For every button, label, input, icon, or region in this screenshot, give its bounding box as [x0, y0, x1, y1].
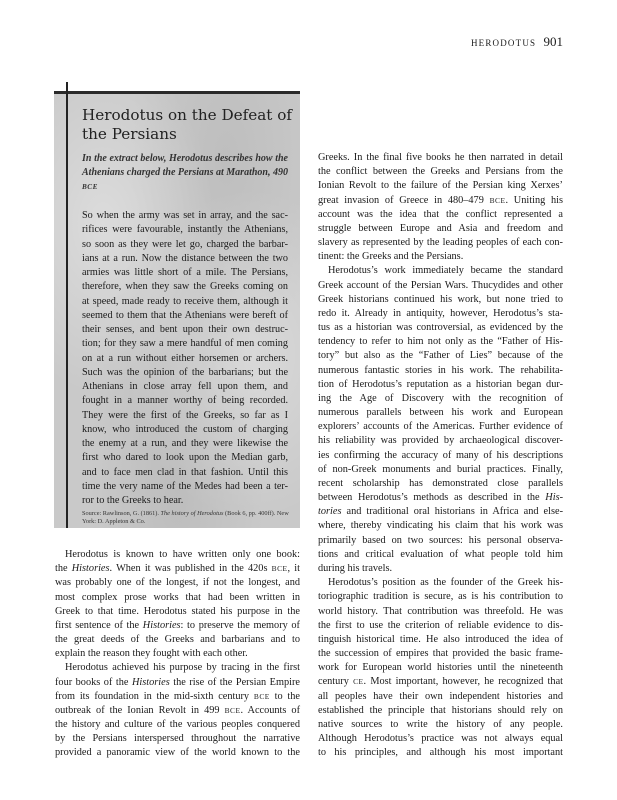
text-run: ies confirming the accuracy of many of his descriptions [318, 449, 563, 461]
text-run: explain the reason they fought with each other. [55, 648, 248, 660]
text-line [55, 718, 300, 732]
text-run: account was the idea that the conflict represented a [318, 208, 563, 220]
text-run: provided a panoramic view of the world known to the [55, 747, 300, 759]
text-line [55, 732, 300, 746]
text-line [318, 406, 563, 420]
text-run: . When it was published in the 420s [109, 563, 272, 575]
text-run: Ionian Revolt to the failure of the Persian king Xerxes’ [318, 180, 563, 192]
sidebar-box-source [82, 510, 288, 526]
text-run: the enemy at a run, and they were likewise the [82, 438, 288, 449]
text-line [82, 209, 288, 223]
text-line [318, 420, 563, 434]
text-run: first who dared to look upon the Median garb, [82, 452, 288, 464]
small-caps-run: BCE [271, 564, 288, 574]
text-run: on at a run without either horsemen or archers. [82, 352, 288, 364]
text-line [318, 179, 563, 193]
text-run: ians at a run. Now the distance between the two [82, 252, 288, 264]
paragraph [318, 576, 563, 760]
small-caps-run: CE [353, 677, 364, 687]
text-run: their senses, and bent upon their own destruc- [82, 324, 288, 335]
text-line [82, 466, 288, 480]
text-run: tion of Herodotus’s reputation as a historian began dur- [318, 378, 563, 390]
text-run: so soon as they were let go, charged the barbar- [82, 238, 288, 250]
text-line [55, 605, 300, 619]
text-line [82, 366, 288, 380]
text-line [318, 434, 563, 448]
text-run: Greek historians continued his work, but none tried to [318, 293, 563, 305]
text-run: the conflict between the Greeks and Persians from the [318, 166, 563, 178]
text-run: and to face men clad in that fashion. Until this [82, 466, 288, 478]
text-line [82, 394, 288, 408]
text-line [82, 409, 288, 423]
page-number: 901 [543, 34, 563, 49]
small-caps-run: BCE [224, 705, 241, 715]
text-run: Source: Rawlinson, G. (1861). [82, 510, 161, 517]
text-run: century [318, 676, 354, 688]
text-line [82, 266, 288, 280]
text-line [318, 633, 563, 647]
text-run: recent scholarship has demonstrated close parallels [318, 477, 563, 489]
text-line [82, 309, 288, 323]
paragraph [55, 548, 300, 661]
text-line [318, 576, 563, 590]
sidebar-box-top-rule [54, 91, 300, 94]
sidebar-box-quote [82, 209, 288, 508]
text-run: slavery as represented by the leading peoples of each con- [318, 237, 563, 249]
text-run: outbreak of the Ionian Revolt in 499 [55, 704, 225, 716]
text-run: Such was the opinion of the barbarians; but the [82, 366, 288, 378]
paragraph [318, 151, 563, 264]
text-line [55, 690, 300, 704]
text-run: the history and culture of the various peoples conquered [55, 719, 300, 731]
text-line [318, 675, 563, 689]
text-line [318, 165, 563, 179]
text-line [318, 519, 563, 533]
text-run: ing the Age of Discovery with the recognition of [318, 392, 563, 404]
text-run: Greek to that time. Herodotus stated his purpose in the [55, 605, 300, 617]
text-run: So when the army was set in array, and the sac- [82, 210, 288, 221]
text-run: work for European world histories until the nineteenth [318, 662, 563, 674]
text-run: native sources to write the history of any people. [318, 718, 563, 730]
text-line [82, 238, 288, 252]
text-line [318, 534, 563, 548]
text-run: the great deeds of the Greeks and barbarians and to [55, 634, 300, 646]
paragraph [55, 661, 300, 760]
text-run: seemed to them that the Athenians were bereft of [82, 309, 288, 321]
text-line [55, 576, 300, 590]
text-line [318, 491, 563, 505]
text-line [82, 423, 288, 437]
text-run: four books of the [55, 676, 132, 688]
text-line [82, 295, 288, 309]
text-run: tinguish historical time. He also introduced the idea of [318, 633, 563, 645]
text-line [318, 647, 563, 661]
text-run: where, thereby vindicating his claim that his work was [318, 520, 563, 532]
text-run: and traditional oral historians in Africa and else- [341, 506, 563, 518]
text-line [318, 279, 563, 293]
text-line [82, 518, 288, 526]
running-head-title: herodotus [470, 34, 537, 49]
text-line [318, 307, 563, 321]
text-run: Herodotus’s position as the founder of the Greek his- [328, 577, 563, 589]
sidebar-box-title: Herodotus on the Defeat of the Persians [82, 106, 292, 143]
text-run: Athenians charged the Persians at Marathon, 490 [82, 167, 288, 178]
text-line [82, 166, 288, 180]
text-line [55, 746, 300, 760]
text-line [82, 510, 288, 518]
text-run: to his principles, and although his most important [318, 747, 563, 759]
text-line [82, 323, 288, 337]
text-run: fought in a manner worthy of being recorded. [82, 395, 288, 407]
text-run: : to preserve the memory of [180, 619, 300, 631]
text-line [82, 451, 288, 465]
text-line [318, 718, 563, 732]
text-run: tion; for they saw a mere handful of men coming [82, 338, 288, 350]
text-line [82, 437, 288, 451]
text-line [318, 335, 563, 349]
sidebar-box-vertical-rule [66, 82, 68, 528]
text-run: to the [269, 690, 300, 702]
text-run: primarily based on two sources: his personal observa- [318, 534, 563, 546]
text-line [82, 480, 288, 494]
text-line [82, 180, 288, 194]
text-line [55, 591, 300, 605]
text-line [318, 449, 563, 463]
text-line [318, 704, 563, 718]
text-run: the first to use the criterion of reliable evidence to dis- [318, 619, 563, 631]
text-run: numerous fantastic stories in his work. The rehabilita- [318, 364, 563, 376]
text-line [82, 223, 288, 237]
text-run: know, who introduced the custom of charging [82, 423, 288, 435]
text-run: tinent: the Greeks and the Persians. [318, 251, 464, 263]
text-line [318, 619, 563, 633]
text-line [55, 619, 300, 633]
text-line [318, 293, 563, 307]
text-line [318, 505, 563, 519]
text-line [82, 494, 288, 508]
text-run: from its foundation in the mid-sixth century [55, 690, 254, 702]
text-line [82, 280, 288, 294]
text-line [318, 562, 563, 576]
text-run: tus as a historian was controversial, as evidenced by the [318, 322, 563, 334]
text-line [318, 661, 563, 675]
text-line [55, 562, 300, 576]
italic-run: Histories [142, 619, 181, 631]
text-run: Greeks. In the final five books he then narrated in detail [318, 152, 563, 163]
text-line [318, 349, 563, 363]
italic-run: The history of Herodotus [160, 510, 224, 517]
italic-run: Histories [71, 563, 110, 575]
text-run: , it [287, 563, 301, 575]
text-line [82, 252, 288, 266]
text-line [318, 548, 563, 562]
text-run: was probably one of the longest, if not the longest, and [55, 577, 300, 589]
text-line [318, 605, 563, 619]
text-run: world history. That contribution was threefold. He was [318, 605, 563, 617]
text-run: Although Herodotus’s practice was not always equal [318, 733, 563, 745]
text-line [318, 250, 563, 264]
text-run: tendency to refer to him not only as the “Father of His- [318, 336, 563, 348]
left-column [55, 548, 300, 761]
text-run: his reliability was provided by archaeological discover- [318, 435, 563, 447]
text-line [318, 364, 563, 378]
text-run: Herodotus is known to have written only one book: [65, 549, 300, 560]
text-run: Athenians in close array fell upon them, and [82, 381, 288, 392]
text-line [318, 732, 563, 746]
text-line [318, 690, 563, 704]
text-line [318, 264, 563, 278]
text-run: . Most important, however, he recognized that [363, 676, 563, 688]
italic-run: His- [545, 492, 563, 504]
text-line [318, 746, 563, 760]
right-column [318, 151, 563, 760]
small-caps-run: BCE [253, 691, 270, 701]
text-line [55, 548, 300, 562]
small-caps-run: BCE [489, 195, 506, 205]
text-run: York: D. Appleton & Co. [82, 518, 146, 525]
text-run: Herodotus’s work immediately became the standard [328, 265, 563, 277]
text-run: great invasion of Greece in 480–479 [318, 194, 490, 206]
text-run: Herodotus achieved his purpose by tracing in the first [65, 662, 300, 674]
text-line [318, 321, 563, 335]
text-run: struggle between Europe and Asia and freedom and [318, 222, 563, 234]
text-run: They were the first of the Greeks, so far as I [82, 409, 288, 421]
text-line [82, 152, 288, 166]
italic-run: tories [318, 506, 342, 518]
text-run: by the Persians interspersed throughout the narrative [55, 733, 300, 745]
text-run: all peoples have their own independent histories and [318, 690, 563, 702]
paragraph [318, 264, 563, 576]
text-run: most complex prose works that had been written in [55, 591, 300, 603]
text-line [55, 633, 300, 647]
text-line [55, 676, 300, 690]
text-run: established the principle that historians should rely on [318, 704, 563, 716]
text-line [55, 661, 300, 675]
text-run: numerous parallels between his work and European [318, 407, 563, 419]
text-run: during his travels. [318, 562, 393, 574]
text-line [318, 463, 563, 477]
text-line [318, 151, 563, 165]
text-line [55, 647, 300, 661]
text-run: at speed, made ready to receive them, although it [82, 295, 288, 307]
text-line [318, 208, 563, 222]
text-line [82, 352, 288, 366]
text-line [318, 194, 563, 208]
text-run: toriographic tradition is secure, as is his contribution to [318, 591, 563, 603]
text-line [318, 392, 563, 406]
text-run: tory” but also as the “Father of Lies” because of the [318, 350, 563, 362]
text-run: of non-Greek monuments and burial practices. Finally, [318, 463, 563, 475]
text-run: the succession of empires that provided the basic frame- [318, 648, 563, 660]
text-run: Greek account of the Persian Wars. Thucydides and other [318, 279, 563, 291]
text-run: redo it. Already in antiquity, however, Herodotus’s sta- [318, 307, 563, 319]
text-run: therefore, when they saw the Greeks coming on [82, 281, 288, 293]
text-line [82, 380, 288, 394]
text-line [318, 378, 563, 392]
sidebar-box-intro [82, 152, 288, 194]
text-line [318, 590, 563, 604]
text-line [82, 337, 288, 351]
text-run: (Book 6, pp. 400ff). New [223, 510, 289, 517]
text-line [318, 222, 563, 236]
italic-run: Histories [131, 676, 170, 688]
text-run: rifices were favourable, instantly the Athenians, [82, 224, 288, 236]
small-caps-run: BCE [82, 183, 98, 191]
text-run: ror to the Greeks to hear. [82, 495, 184, 506]
text-run: tions and critical evaluation of what people told him [318, 548, 563, 560]
text-run: In the extract below, Herodotus describes how the [82, 153, 288, 164]
text-line [318, 236, 563, 250]
running-head [440, 34, 563, 50]
text-line [318, 477, 563, 491]
text-run: time the very name of the Medes had been a ter- [82, 480, 288, 492]
text-run: the rise of the Persian Empire [169, 676, 300, 688]
text-line [55, 704, 300, 718]
text-run: between Herodotus’s methods as described in the [318, 492, 546, 504]
text-run: the [55, 563, 72, 575]
text-run: armies was little short of a mile. The Persians, [82, 267, 288, 278]
text-run: . Accounts of [240, 704, 301, 716]
text-run: first sentence of the [55, 619, 143, 631]
text-run: . Uniting his [505, 194, 563, 206]
text-run: explorers’ accounts of the Americas. Further evidence of [318, 421, 563, 433]
